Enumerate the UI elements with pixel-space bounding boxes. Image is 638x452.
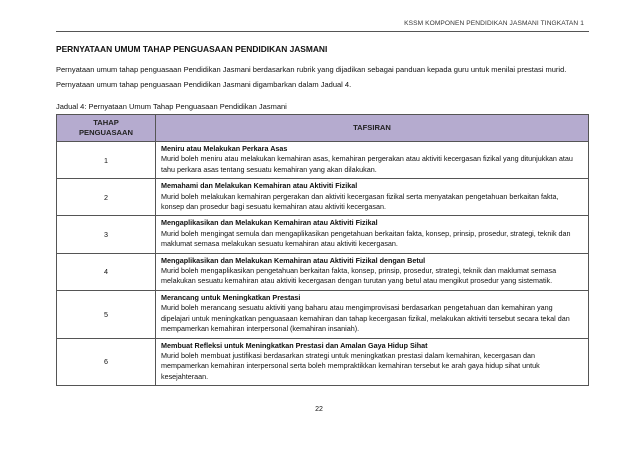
level-title: Membuat Refleksi untuk Meningkatkan Prestasi dan Amalan Gaya Hidup Sihat: [161, 340, 428, 350]
description-cell: [156, 290, 589, 338]
level-title: Merancang untuk Meningkatkan Prestasi: [161, 292, 301, 302]
level-title: Mengaplikasikan dan Melakukan Kemahiran atau Aktiviti Fizikal: [161, 218, 378, 228]
description-cell: [156, 338, 589, 386]
level-title: Mengaplikasikan dan Melakukan Kemahiran atau Aktiviti Fizikal dengan Betul: [161, 255, 426, 265]
level-description: Murid boleh mengaplikasikan pengetahuan berkaitan fakta, konsep, prinsip, prosedur, strategi, teknik dan maklumat semasa melakukan sesuatu kemahiran atau aktiviti kecergasan dengan turutan yang betul atau mengikut prosedur yang sistematik.: [161, 266, 557, 286]
page-number: 22: [315, 406, 323, 413]
description-cell: [156, 253, 589, 290]
table-row: [57, 216, 589, 253]
header-rule: [56, 31, 589, 32]
header-description: TAFSIRAN: [156, 115, 589, 142]
level-description: Murid boleh merancang sesuatu aktiviti yang baharu atau mengimprovisasi berdasarkan pengetahuan dan kemahiran yang dipelajari untuk meningkatkan penguasaan kemahiran dan tahap kecergasan fizikal, melakukan aktiviti tersebut secara tekal dan mempamerkan kemahiran interpersonal (kemahiran insaniah).: [161, 303, 570, 334]
intro-paragraph: Pernyataan umum tahap penguasaan Pendidikan Jasmani berdasarkan rubrik yang dijadikan sebagai panduan kepada guru untuk menilai prestasi murid. Pernyataan umum tahap penguasaan Pendidikan Jasmani digambarkan dalam Jadual 4.: [56, 65, 567, 89]
table-row: [57, 338, 589, 386]
description-cell: [156, 216, 589, 253]
level-cell: 5: [57, 290, 156, 338]
level-description: Murid boleh membuat justifikasi berdasarkan strategi untuk meningkatkan prestasi dalam kemahiran, kecergasan dan mempamerkan kemahiran interpersonal serta boleh mempraktikkan kemahiran tersebut ke arah gaya hidup sihat untuk kesejahteraan.: [161, 350, 540, 381]
running-header: KSSM KOMPONEN PENDIDIKAN JASMANI TINGKATAN 1: [404, 20, 584, 27]
level-description: Murid boleh mengingat semula dan mengaplikasikan pengetahuan berkaitan fakta, konsep, prinsip, prosedur, strategi, teknik dan maklumat semasa melakukan sesuatu kemahiran atau aktiviti kecergasan.: [161, 228, 571, 249]
table-row: [57, 142, 589, 179]
table-row: [57, 253, 589, 290]
section-title: PERNYATAAN UMUM TAHAP PENGUASAAN PENDIDIKAN JASMANI: [56, 44, 328, 54]
description-cell: [156, 179, 589, 216]
level-description: Murid boleh meniru atau melakukan kemahiran asas, kemahiran pergerakan atau aktiviti kecergasan fizikal yang ditunjukkan atau tahu perkara asas tentang sesuatu kemahiran yang akan dilakukan.: [161, 154, 573, 174]
level-cell: 1: [57, 142, 156, 179]
level-description: Murid boleh melakukan kemahiran pergerakan dan aktiviti kecergasan fizikal serta menyatakan pengetahuan berkaitan fakta, konsep dan prosedur bagi sesuatu kemahiran atau aktiviti kecergasan.: [161, 191, 559, 212]
table-header-row: [57, 115, 589, 142]
level-title: Memahami dan Melakukan Kemahiran atau Aktiviti Fizikal: [161, 181, 358, 191]
level-cell: 6: [57, 338, 156, 386]
table-caption: Jadual 4: Pernyataan Umum Tahap Penguasaan Pendidikan Jasmani: [56, 102, 287, 111]
level-cell: 4: [57, 253, 156, 290]
header-level: TAHAP PENGUASAAN: [57, 115, 156, 142]
mastery-level-table: [56, 114, 589, 386]
description-cell: [156, 142, 589, 179]
table-row: [57, 179, 589, 216]
table-row: [57, 290, 589, 338]
level-title: Meniru atau Melakukan Perkara Asas: [161, 144, 288, 153]
level-cell: 2: [57, 179, 156, 216]
level-cell: 3: [57, 216, 156, 253]
